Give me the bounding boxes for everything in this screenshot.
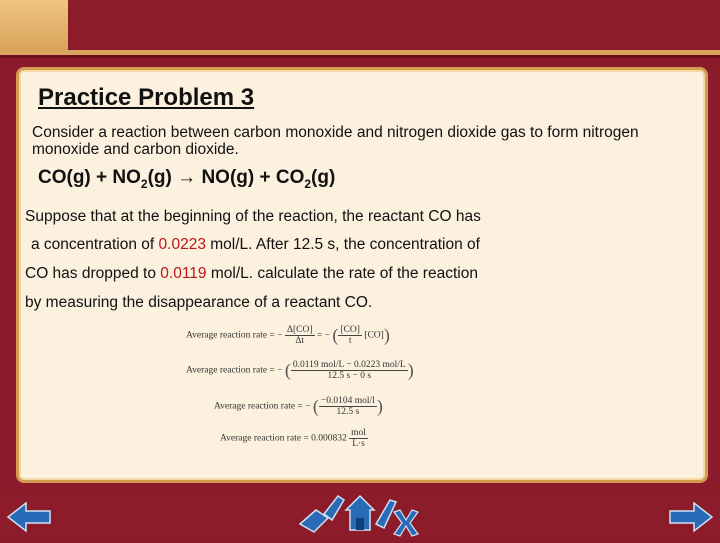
problem-line-1: Suppose that at the beginning of the reaction, the reactant CO has [25,208,481,225]
problem-intro: Consider a reaction between carbon monoxide and nitrogen dioxide gas to form nitrogen monoxide and carbon dioxide. [32,124,639,158]
equation-right: NO(g) + CO [201,167,305,188]
calc-step-2: Average reaction rate = − ( $\frac{\text{0.0119 mol/L − 0.0223 mol/L}}{12.5 s - 0 s}$ ) [186,360,414,381]
problem-line-4: by measuring the disappearance of a reactant CO. [25,294,373,311]
top-bar [0,0,720,50]
calc-step-2-fraction: $\frac{\text{0.0119 mol/L − 0.0223 mol/L}}{12.5 s - 0 s}$ [292,360,406,381]
initial-concentration: 0.0223 [158,236,206,253]
line3-text-b: mol/L. calculate the rate of the reaction [206,265,478,282]
equation-left-end: (g) [147,167,172,188]
equation-right-end: (g) [311,167,336,188]
back-button[interactable] [6,500,52,539]
calc-step-3-fraction: $\frac{\text{−0.0104 mol/l}}{12.5 s}$ [320,396,375,417]
chemical-equation [38,167,335,191]
slide-title: Practice Problem 3 [38,84,255,111]
left-arrow-icon [6,500,52,534]
calc-step-2-label: Average reaction rate = − [186,365,283,376]
line2-text-a: a concentration of [31,236,159,253]
calc-step-3-label: Average reaction rate = − [214,401,311,412]
reaction-arrow: → [177,167,197,188]
line3-text-a: CO has dropped to [25,265,161,282]
line2-text-b: mol/L. After 12.5 s, the concentration of [205,236,480,253]
home-icon [296,488,426,538]
accent-strip-shadow [0,55,720,58]
calc-step-1: Average reaction rate = − $\frac{\Delta[CO]}{\Delta t}$ = − ( $\frac{[CO]}{t}$ [CO]) [186,325,390,346]
home-button[interactable] [296,488,426,543]
forward-button[interactable] [668,500,714,539]
equation-left-subscript: 2 [140,176,148,191]
corner-block [0,0,68,50]
calc-step-4-label: Average reaction rate = 0.000832 [220,433,347,444]
calc-step-1-mid: = − [316,330,330,341]
calc-step-4 [220,428,368,449]
calc-step-4-unit: $\frac{\text{mol}}{L\cdot s}$ [351,428,366,449]
equation-right-subscript: 2 [304,176,312,191]
right-arrow-icon [668,500,714,534]
calc-step-3: Average reaction rate = − ( $\frac{\text{−0.0104 mol/l}}{12.5 s}$ ) [214,396,383,417]
equation-left: CO(g) + NO [38,167,141,188]
calc-step-1-end: [CO] [364,330,384,341]
final-concentration: 0.0119 [160,265,207,282]
calc-step-1-label: Average reaction rate = − [186,330,283,341]
problem-line-2 [31,236,691,253]
calc-step-1-fraction-2: $\frac{[CO]}{t}$ [340,325,360,346]
calc-step-1-fraction: $\frac{\Delta[CO]}{\Delta t}$ [286,325,313,346]
problem-line-3 [25,265,685,282]
